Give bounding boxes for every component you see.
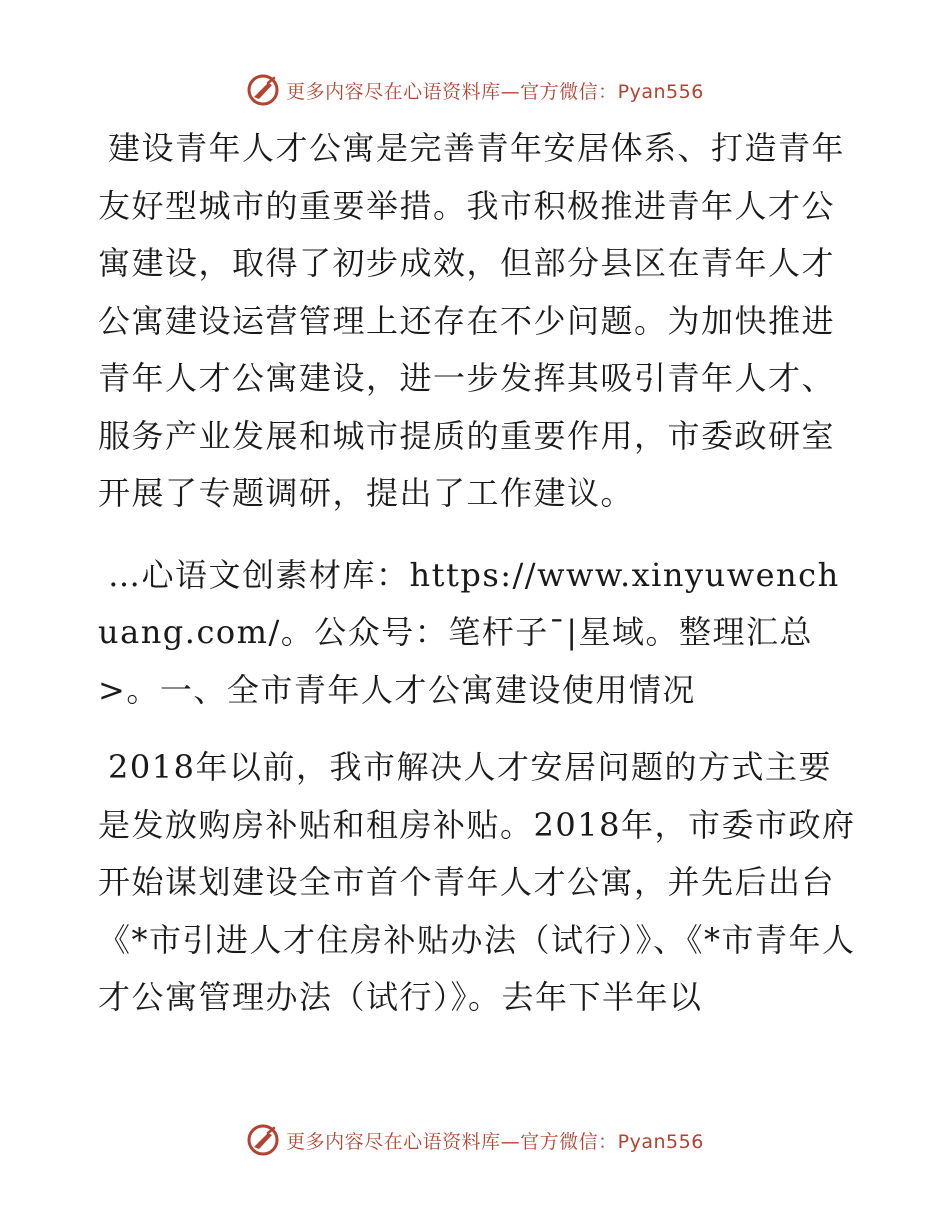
paragraph-source-note: …心语文创素材库：https://www.xinyuwenchuang.com/。公众号：笔杆子¯|星域。整理汇总>。一、全市青年人才公寓建设使用情况: [98, 555, 840, 709]
paragraph-intro: 建设青年人才公寓是完善青年安居体系、打造青年友好型城市的重要举措。我市积极推进青年人才公寓建设，取得了初步成效，但部分县区在青年人才公寓建设运营管理上还存在不少问题。为加快推进青年人才公寓建设，进一步发挥其吸引青年人才、服务产业发展和城市提质的重要作用，市委政研室开展了专题调研，提出了工作建议。: [98, 129, 846, 512]
banner-text: 更多内容尽在心语资料库—官方微信：Pyan556: [286, 1130, 704, 1153]
document-body: [98, 120, 858, 1027]
footer-banner: [0, 1120, 950, 1160]
paragraph-history: 2018年以前，我市解决人才安居问题的方式主要是发放购房补贴和租房补贴。2018年，市委市政府开始谋划建设全市首个青年人才公寓，并先后出台《*市引进人才住房补贴办法（试行）》、《*市青年人才公寓管理办法（试行）》。去年下半年以: [98, 748, 856, 1016]
quill-seal-icon: [246, 73, 280, 107]
header-banner: [0, 70, 950, 110]
banner-text: 更多内容尽在心语资料库—官方微信：Pyan556: [286, 80, 704, 103]
quill-seal-icon: [246, 1123, 280, 1157]
